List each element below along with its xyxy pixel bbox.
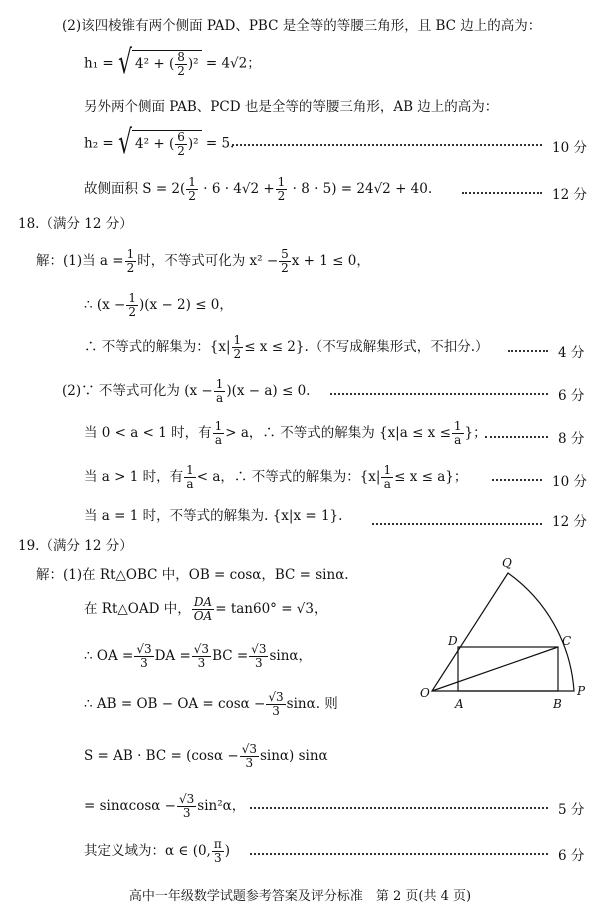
h1-frac-den: 2 — [177, 64, 185, 78]
q19-l2-a: 在 Rt△OAD 中， — [84, 601, 191, 617]
h1-formula — [84, 44, 261, 82]
q18-line1 — [36, 248, 370, 275]
score-10b: 10 分 — [552, 474, 587, 490]
score-12b: 12 分 — [552, 514, 587, 530]
h1-radicand-a: 4² + ( — [135, 56, 175, 72]
sector-outline — [432, 573, 574, 691]
q18-l3-a: ∴ 不等式的解集为：{x| — [84, 339, 231, 355]
q18-line7: 当 a = 1 时，不等式的解集为. {x|x = 1}. — [84, 508, 343, 524]
score-4: 4 分 — [558, 345, 585, 361]
q19-l3-c: BC = — [212, 648, 249, 664]
q18-l4-a: (2)∵ 不等式可化为 (x − — [62, 383, 213, 399]
rectangle-abcd — [458, 647, 558, 691]
side-frac1-den: 2 — [188, 189, 196, 203]
q19-l3-frac1-den: 3 — [140, 656, 148, 670]
q19-l3-frac2-num: √3 — [193, 642, 210, 656]
q18-l2-b: )(x − 2) ≤ 0， — [139, 297, 233, 313]
leader-dots — [492, 479, 542, 481]
q18-l4-frac-num: 1 — [215, 377, 224, 391]
h2-frac-num: 6 — [177, 130, 185, 144]
q19-l5-frac-num: √3 — [241, 742, 257, 756]
q19-l3-b: DA = — [154, 648, 191, 664]
q18-l1-frac-den: 2 — [126, 261, 135, 275]
q18-l1-b: 时，不等式可化为 x² − — [137, 253, 279, 269]
label-c: C — [562, 634, 572, 648]
q18-l4-b: )(x − a) ≤ 0. — [226, 383, 311, 399]
q19-line4 — [84, 691, 338, 718]
score-12a: 12 分 — [552, 187, 587, 203]
label-o: O — [420, 686, 430, 700]
leader-dots — [462, 192, 542, 194]
label-b: B — [553, 697, 562, 711]
q19-l3-frac3-num: √3 — [251, 642, 267, 656]
q19-line3 — [84, 643, 312, 670]
q18-l4-frac-den: a — [215, 391, 224, 405]
q19-l5-a: S = AB · BC = (cosα − — [84, 748, 239, 764]
q19-l2-frac-num: DA — [192, 596, 215, 610]
score-8: 8 分 — [558, 431, 585, 447]
q18-l5-c: }； — [464, 425, 487, 441]
q19-l2-b: = tan60° = √3， — [215, 601, 328, 617]
h1-radicand-b: )² — [187, 56, 199, 72]
leader-dots — [250, 853, 548, 855]
q19-l4-b: sinα. 则 — [286, 696, 338, 712]
q19-l4-frac-num: √3 — [268, 690, 284, 704]
q19-line6 — [84, 793, 245, 820]
score-5: 5 分 — [558, 802, 585, 818]
q19-l5-frac-den: 3 — [245, 756, 254, 770]
q18-line6 — [84, 464, 467, 491]
label-q: Q — [502, 556, 512, 570]
q18-l5-frac2-num: 1 — [453, 419, 462, 433]
leader-dots — [485, 436, 548, 438]
q19-l7-a: 其定义域为：α ∈ (0, — [84, 843, 211, 859]
q19-l3-a: ∴ OA = — [84, 648, 134, 664]
h2-label: h₂ = — [84, 135, 114, 152]
q18-l5-frac2-den: a — [454, 433, 462, 447]
part2-intro: (2)该四棱锥有两个侧面 PAD、PBC 是全等的等腰三角形，且 BC 边上的高为： — [62, 18, 542, 34]
q18-line5 — [84, 420, 487, 447]
q18-l6-frac2-den: a — [383, 477, 391, 491]
q19-l7-frac-den: 3 — [213, 851, 222, 865]
leader-dots — [250, 807, 548, 809]
leader-dots — [372, 523, 542, 525]
q18-line3 — [84, 334, 489, 361]
q18-l5-a: 当 0 < a < 1 时，有 — [84, 425, 212, 441]
q18-l5-frac-den: a — [214, 433, 222, 447]
q19-l6-b: sin²α， — [197, 798, 246, 814]
q18-l6-b: < a，∴ 不等式的解集为：{x| — [196, 469, 381, 485]
side-area-a: 故侧面积 S = 2( — [84, 181, 186, 197]
h1-label: h₁ = — [84, 55, 114, 72]
h1-frac-num: 8 — [177, 50, 185, 64]
side-area-b: · 6 · 4√2 + — [203, 181, 275, 197]
q19-l6-frac-den: 3 — [182, 806, 191, 820]
q18-l2-frac-den: 2 — [128, 305, 137, 319]
q19-l4-a: ∴ AB = OB − OA = cosα − — [84, 696, 266, 712]
q19-l2-frac-den: OA — [193, 609, 213, 623]
q18-l3-frac-num: 1 — [233, 333, 242, 347]
h2-frac-den: 2 — [177, 144, 185, 158]
q19-l3-frac1-num: √3 — [136, 642, 152, 656]
q19-l5-b: sinα) sinα — [259, 748, 328, 764]
q19-l6-a: = sinαcosα − — [84, 798, 176, 814]
q19-line1: 解：(1)在 Rt△OBC 中，OB = cosα，BC = sinα. — [36, 567, 349, 583]
q19-l6-frac-num: √3 — [179, 792, 195, 806]
leader-dots — [330, 393, 548, 395]
q18-l1-a: 解：(1)当 a = — [36, 253, 124, 269]
q19-l3-frac3-den: 3 — [254, 656, 263, 670]
q18-title: 18.（满分 12 分） — [18, 216, 133, 232]
side-area-c: · 8 · 5) = 24√2 + 40. — [292, 181, 433, 197]
q18-l6-a: 当 a > 1 时，有 — [84, 469, 184, 485]
h1-result: = 4√2； — [205, 55, 261, 72]
page-footer: 高中一年级数学试题参考答案及评分标准 第 2 页(共 4 页) — [128, 889, 472, 904]
h2-radicand-a: 4² + ( — [135, 136, 175, 152]
side-area-formula — [84, 176, 432, 203]
part2-line2: 另外两个侧面 PAB、PCD 也是全等的等腰三角形，AB 边上的高为： — [84, 99, 499, 115]
q19-line5 — [84, 743, 328, 770]
segment-oc — [432, 647, 558, 691]
side-frac1-num: 1 — [188, 175, 196, 189]
q19-l3-frac2-den: 3 — [197, 656, 206, 670]
q19-line7 — [84, 838, 230, 865]
h2-result: = 5. — [205, 135, 235, 152]
h2-radicand-b: )² — [187, 136, 199, 152]
q18-l2-a: ∴ (x − — [84, 297, 126, 313]
sector-figure — [410, 555, 595, 715]
q18-l3-b: ≤ x ≤ 2}.（不写成解集形式，不扣分.） — [244, 339, 489, 355]
q18-l6-c: ≤ x ≤ a}； — [394, 469, 468, 485]
q18-l1-frac2-den: 2 — [281, 261, 289, 275]
label-a: A — [455, 697, 464, 711]
score-10: 10 分 — [552, 140, 587, 156]
q18-l6-frac-num: 1 — [186, 463, 194, 477]
q18-line2 — [84, 292, 233, 319]
q19-line2 — [84, 596, 328, 623]
q18-l1-frac-num: 1 — [126, 247, 135, 261]
h2-formula — [84, 124, 235, 162]
label-p: P — [577, 684, 586, 698]
q18-l1-frac2-num: 5 — [281, 247, 289, 261]
leader-dots — [232, 144, 542, 146]
q18-l1-c: x + 1 ≤ 0， — [291, 253, 370, 269]
q19-l7-frac-num: π — [213, 837, 222, 851]
q18-l5-frac-num: 1 — [214, 419, 223, 433]
q19-l3-d: sinα， — [269, 648, 313, 664]
side-frac2-num: 1 — [277, 175, 286, 189]
q19-l4-frac-den: 3 — [272, 704, 280, 718]
q18-l3-frac-den: 2 — [233, 347, 242, 361]
score-6b: 6 分 — [558, 848, 585, 864]
q18-l6-frac2-num: 1 — [383, 463, 392, 477]
q18-line4 — [62, 378, 310, 405]
side-frac2-den: 2 — [277, 189, 286, 203]
q19-l7-b: ) — [224, 843, 231, 859]
q19-title: 19.（满分 12 分） — [18, 538, 133, 554]
score-6a: 6 分 — [558, 388, 585, 404]
q18-l6-frac-den: a — [186, 477, 194, 491]
leader-dots — [508, 350, 548, 352]
h2-sqrt: √ 4² + ( $\frac{6}{2}$ )² — [118, 130, 202, 158]
label-d: D — [448, 634, 458, 648]
q18-l5-b: > a，∴ 不等式的解集为 {x|a ≤ x ≤ — [225, 425, 451, 441]
q18-l2-frac-num: 1 — [128, 291, 137, 305]
h1-sqrt: √ 4² + ( $\frac{8}{2}$ )² — [118, 50, 202, 78]
